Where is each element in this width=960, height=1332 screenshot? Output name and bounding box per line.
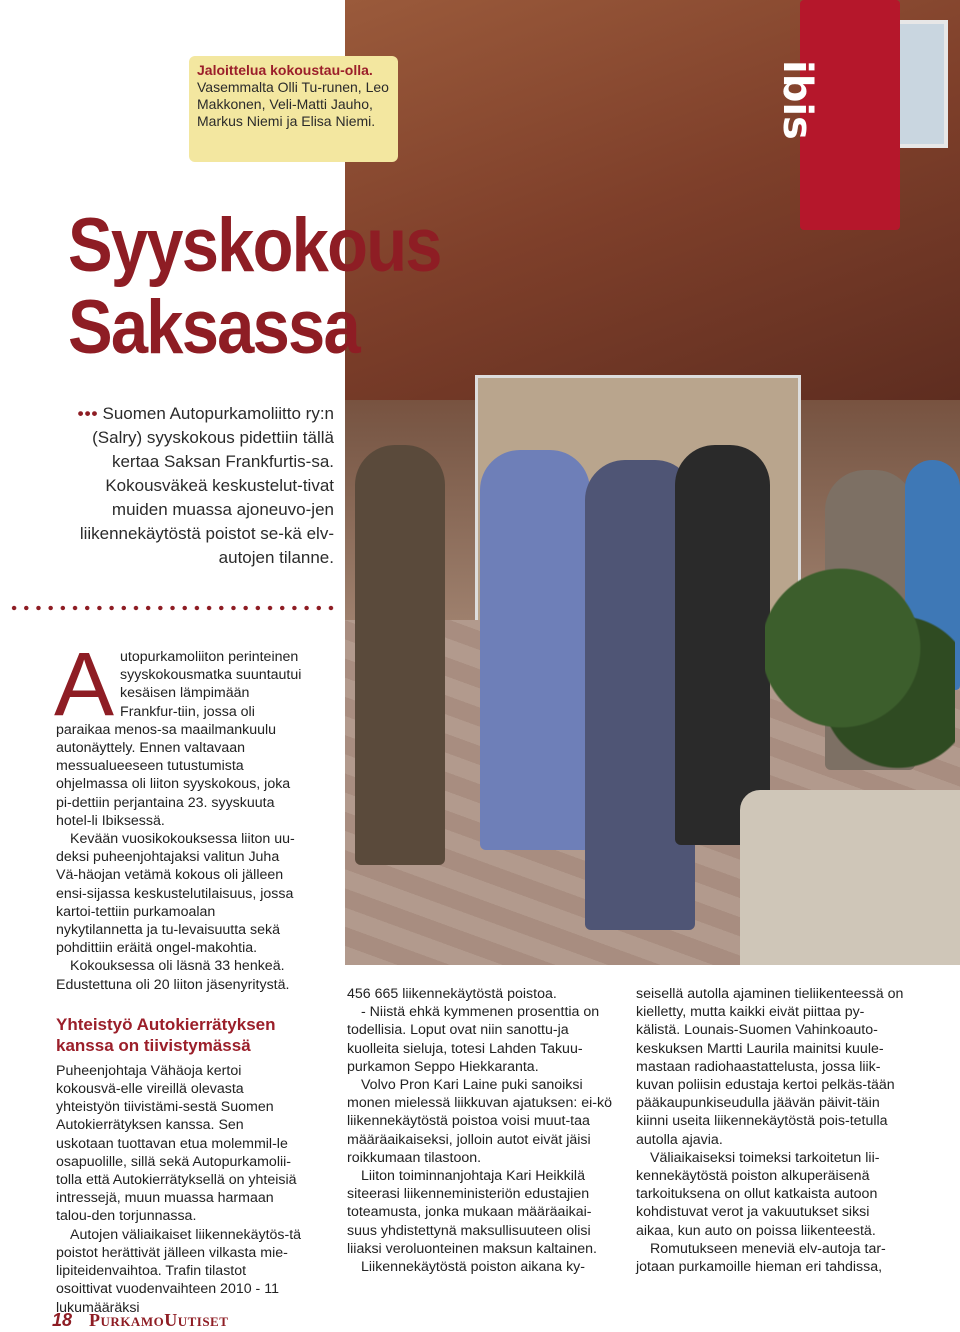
article-ingress <box>72 402 334 570</box>
page-number: 18 <box>52 1310 73 1330</box>
headline-line-2: Saksassa <box>68 285 359 370</box>
paragraph: Romutukseen meneviä elv-autoja tar-jotaan purkamoille hieman eri tahdissa, <box>636 1240 886 1276</box>
paragraph-text: utopurkamoliiton perinteinen syyskokousmatka suuntautui kesäisen lämpimään Frankfur-tiin, jossa oli paraikaa menos-sa maailmankuulu autonäyttely. Ennen valtavaan messualueeseen tutustumista ohjelmassa oli liiton syyskokous, joka pi-dettiin perjantaina 23. syyskuuta hotel-li Ibiksessä. <box>56 649 302 829</box>
ibis-sign-text: ibis <box>774 60 820 140</box>
page-footer <box>52 1310 228 1332</box>
paragraph <box>54 635 304 830</box>
paragraph: Liikennekäytöstä poiston aikana ky- <box>361 1259 585 1276</box>
paragraph: seisellä autolla ajaminen tieliikenteessä on kielletty, mutta kaikki eivät piittaa py-kälistä. Lounais-Suomen Vahinkoauto-keskuksen Martti Laurila mainitsi kuule-mastaan radiohaastattelusta, jossa liik-kuvan poliisin edustaja kertoi pelkäs-tään pääkaupunkiseudulla jäävän päivit-täin kiinni useita liikennekäytöstä pois-tetulla autolla ajavia. <box>636 986 904 1148</box>
article-headline <box>68 205 441 369</box>
paragraph: - Niistä ehkä kymmenen prosenttia on todellisia. Loput ovat niin sanottu-ja kuolleita sieluja, totesi Lahden Takuu-purkamon Seppo Hiekkaranta. <box>347 1004 600 1075</box>
caption-lead: Jaloittelua kokoustau-olla. <box>197 62 373 78</box>
planter-tree <box>765 560 955 780</box>
paragraph: Liiton toiminnanjohtaja Kari Heikkilä siteerasi liikenneministeriön edustajien toteamusta, jonka mukaan määräaikai-suus yhdistettynä maksullisuuteen olisi liiaksi veroluonteinen maksun kaltainen. <box>347 1168 597 1257</box>
paragraph: Volvo Pron Kari Laine puki sanoiksi monen mielessä liikkuvan ajatuksen: ei-kö liikennekäytöstä poistoa voisi muut-taa määräaikaiseksi, jolloin autot eivät jäisi roikkumaan tilastoon. <box>347 1077 612 1166</box>
headline-line-1: Syyskokous <box>68 203 441 288</box>
paragraph: Puheenjohtaja Vähäoja kertoi kokousvä-elle vireillä olevasta yhteistyön tiivistämi-sestä Suomen Autokierrätyksen kanssa. Sen uskotaan tuottavan etua molemmil-le osapuolille, sillä sekä Autopurkamolii-tolla että Autokierrätyksellä on yhteisiä intressejä, muun muassa harmaan talou-den torjunnassa. <box>56 1062 297 1225</box>
ingress-text: Suomen Autopurkamoliitto ry:n (Salry) syyskokous pidettiin tällä kertaa Saksan Frankfurtis-sa. Kokousväkeä keskustelut-tivat muiden muassa ajoneuvo-jen liikennekäytöstä poistot se-kä elv-autojen tilanne. <box>79 404 334 567</box>
caption-text: Vasemmalta Olli Tu-runen, Leo Makkonen, Veli-Matti Jauho, Markus Niemi ja Elisa Niemi. <box>197 79 389 129</box>
dotted-divider <box>8 604 338 612</box>
magazine-brand: PurkamoUutiset <box>89 1310 229 1330</box>
person-1 <box>355 445 445 865</box>
section-subheading: Yhteistyö Autokierrätyksen kanssa on tiivistymässä <box>56 1014 276 1055</box>
paragraph: 456 665 liikennekäytöstä poistoa. <box>347 986 557 1002</box>
paragraph: Autojen väliaikaiset liikennekäytös-tä poistot herättivät jälleen vilkasta mie-lipiteidenvaihtoa. Trafin tilastot osoittivat vuodenvaihteen 2010 - 11 lukumääräksi <box>56 1226 302 1316</box>
drop-cap: A <box>54 635 115 735</box>
paragraph: Kevään vuosikokouksessa liiton uu-deksi puheenjohtajaksi valitun Juha Vä-häojan vetämä kokous oli jälleen ensi-sijassa keskustelutilaisuus, jossa kartoi-tettiin purkamoalan nykytilannetta ja tu-levaisuutta sekä pohdittiin eräitä ongel-makohtia. <box>56 831 295 957</box>
article-column-2 <box>347 985 612 1276</box>
group-photo <box>345 0 960 965</box>
stone-planter <box>740 790 960 965</box>
person-2 <box>480 450 590 850</box>
person-4 <box>675 445 770 845</box>
photo-caption <box>189 56 398 162</box>
article-column-3 <box>636 985 906 1276</box>
article-column-1 <box>54 635 304 1317</box>
paragraph: Väliaikaiseksi toimeksi tarkoitetun lii-kennekäytöstä poiston alkuperäisenä tarkoituksena on ollut katkaista autoon kohdistuvat verot ja vakuutukset siksi aikaa, kun auto on poissa liikenteestä. <box>636 1149 880 1239</box>
paragraph: Kokouksessa oli läsnä 33 henkeä. Edustettuna oli 20 liiton jäsenyritystä. <box>56 958 290 993</box>
ingress-bullet: ••• <box>77 404 99 423</box>
